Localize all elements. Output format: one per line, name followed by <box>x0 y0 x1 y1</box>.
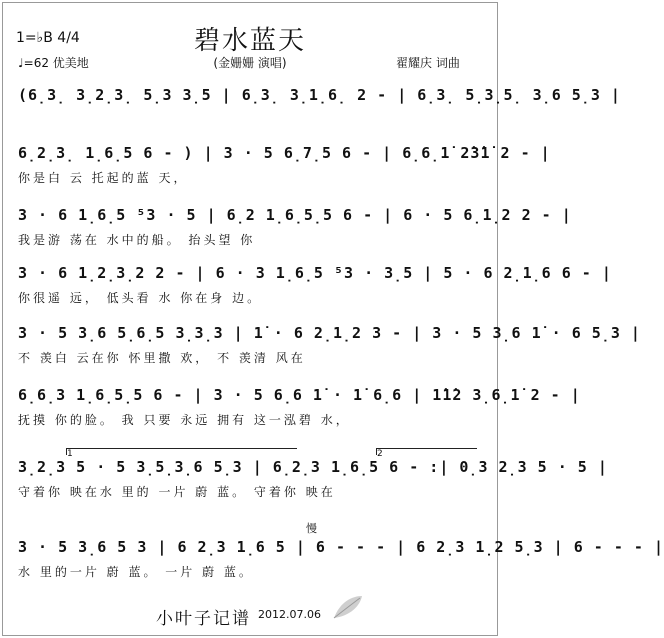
notes-line: 6̣2̣3̣ 1̣6̣5 6 - ) | 3 · 5 6̣7̣5 6 - | 6̣6̣1̇ 2̇3̇1̇ 2 - | <box>18 144 551 162</box>
score-row-3 <box>18 206 572 248</box>
notes-line: 3 · 5 3̣6 5̣6̣5 3̣3̣3 | 1̇ · 6 2̣1̣2 3 - | 3 · 5 3̣6 1̇ · 6 5̣3 | <box>18 324 641 342</box>
score-row-7 <box>18 458 608 500</box>
first-ending-bracket <box>66 448 297 459</box>
lyrics-line: 水 里的一片 蔚 蓝。 一片 蔚 蓝。 <box>18 565 254 579</box>
score-row-4 <box>18 264 612 306</box>
notes-line: (6̣3̣ 3̣2̣3̣ 5̣3 3̣5 | 6̣3̣ 3̣1̣6̣ 2 - | 6̣3̣ 5̣3̣5̣ 3̣6 5̣3 | <box>18 86 621 104</box>
lyrics-line: 我是游 荡在 水中的船。 抬头望 你 <box>18 233 256 247</box>
leaf-icon <box>332 594 364 620</box>
notes-line: 3 · 6 1̣2̣3̣2 2 - | 6 · 3 1̣6̣5 ⁵3 · 3̣5 | 5 · 6 2̣1̣6 6 - | <box>18 264 612 282</box>
lyrics-line: 你很遥 远， 低头看 水 你在身 边。 <box>18 291 263 305</box>
author-credit: 翟耀庆 词曲 <box>396 56 460 70</box>
score-row-6 <box>18 386 581 428</box>
lyrics-line: 不 羡白 云在你 怀里撒 欢， 不 羡清 风在 <box>18 351 306 365</box>
tempo-marking: ♩=62 优美地 <box>18 56 89 70</box>
notes-line: 3 · 5 3̣6 5 3 | 6 2̣3 1̣6 5 | 6 - - - | 6 2̣3 1̣2 5̣3 | 6 - - - | <box>18 538 664 556</box>
song-title: 碧水蓝天 <box>193 26 306 56</box>
score-row-8 <box>18 538 664 580</box>
second-ending-number: 2 <box>377 449 383 459</box>
score-row-2 <box>18 144 551 186</box>
key-signature: 1=♭B 4/4 <box>16 30 80 46</box>
notes-line: 3 · 6 1̣6̣5 ⁵3 · 5 | 6̣2 1̣6̣5̣5 6 - | 6 · 5 6̣1̣2 2 - | <box>18 206 572 224</box>
notes-line: 3̣2̣3 5 · 5 3̣5̣3̣6 5̣3 | 6̣2̣3 1̣6̣5 6 - :| 0̣3 2̣3 5 · 5 | <box>18 458 608 476</box>
score-row-5 <box>18 324 641 366</box>
second-ending-bracket <box>376 448 477 459</box>
first-ending-number: 1 <box>67 449 73 459</box>
lyrics-line: 抚摸 你的脸。 我 只要 永远 拥有 这一泓碧 水， <box>18 413 351 427</box>
transcription-date: 2012.07.06 <box>258 608 321 621</box>
transcriber-credit: 小叶子记谱 <box>156 609 251 629</box>
notes-line: 6̣6̣3 1̣6̣5̣5 6 - | 3 · 5 6̣6 1̇ · 1̇ 6̣6 | 1̇1̇2 3̣6̣1̇ 2 - | <box>18 386 581 404</box>
singer-credit: (金姗姗 演唱) <box>213 56 287 70</box>
lyrics-line: 你是白 云 托起的蓝 天， <box>18 171 189 185</box>
slow-marking: 慢 <box>306 522 317 535</box>
lyrics-line: 守着你 映在水 里的 一片 蔚 蓝。 守着你 映在 <box>18 485 336 499</box>
score-row-1 <box>18 86 621 111</box>
